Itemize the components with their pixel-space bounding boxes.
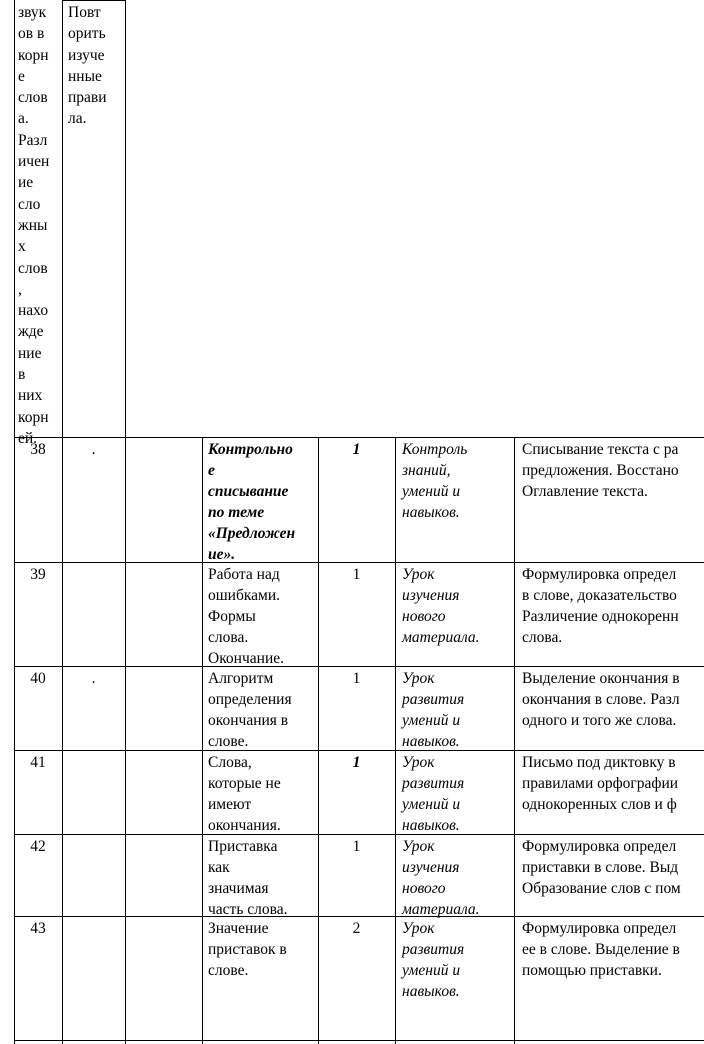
lesson-topic: Контрольно е списывание по теме «Предложен ие». (208, 441, 296, 563)
lesson-topic: Алгоритм определения окончания в слове. (208, 670, 292, 750)
lesson-date: . (91, 441, 96, 458)
lesson-number: 39 (30, 566, 46, 583)
lesson-activity: Письмо под диктовку в правилами орфографии однокоренных слов и ф (522, 754, 679, 813)
row-line (14, 916, 704, 917)
lesson-hours: 1 (352, 838, 361, 855)
lesson-date: . (91, 670, 96, 687)
lesson-number: 41 (30, 754, 46, 771)
lesson-type: Контроль знаний, умений и навыков. (402, 441, 468, 521)
row-line (14, 1040, 704, 1041)
lesson-activity: Формулировка определ в слове, доказательство Различение однокоренн слова. (522, 566, 679, 646)
row-line (14, 562, 704, 563)
lesson-type: Урок развития умений и навыков. (402, 920, 465, 1000)
lesson-hours: 2 (352, 920, 361, 937)
lesson-activity: Выделение окончания в окончания в слове. Разл одного и того же слова. (522, 670, 680, 729)
lesson-topic: Работа над ошибками. Формы слова. Окончание. (208, 566, 285, 667)
lesson-activity: Списывание текста с ра предложения. Восстано Оглавление текста. (522, 441, 679, 500)
top-row-divider-right (125, 0, 126, 437)
lesson-number: 38 (30, 441, 46, 458)
lesson-type: Урок развития умений и навыков. (402, 754, 465, 834)
lesson-activity: Формулировка определ приставки в слове. Выд Образование слов с пом (522, 838, 681, 897)
row-line (14, 750, 704, 751)
row-line (14, 834, 704, 835)
lesson-number: 42 (30, 838, 46, 855)
table-border-left (14, 0, 15, 1044)
lesson-type: Урок развития умений и навыков. (402, 670, 465, 750)
lesson-topic: Слова, которые не имеют окончания. (208, 754, 281, 834)
lesson-topic: Значение приставок в слове. (208, 920, 287, 979)
table-col-line-4 (318, 437, 319, 1044)
lesson-hours: 1 (352, 441, 361, 458)
table-col-line-6 (514, 437, 515, 1044)
table-col-line-1 (62, 437, 63, 1044)
row-line (14, 437, 704, 438)
top-row-col1-text: звук ов в корн е слов а. Разл ичен ие сло жны х слов , нахо жде ние в них корн ей. (18, 4, 50, 447)
lesson-type: Урок изучения нового материала. (402, 838, 480, 918)
lesson-number: 40 (30, 670, 46, 687)
top-row-col2-text: Повт орить изуче нные прави ла. (68, 4, 107, 128)
lesson-type: Урок изучения нового материала. (402, 566, 480, 646)
lesson-number: 43 (30, 920, 46, 937)
lesson-activity: Формулировка определ ее в слове. Выделение в помощью приставки. (522, 920, 680, 979)
top-row-divider (62, 0, 63, 437)
lesson-topic: Приставка как значимая часть слова. (208, 838, 288, 918)
row-line (14, 666, 704, 667)
lesson-hours: 1 (352, 566, 361, 583)
table-col-line-3 (202, 437, 203, 1044)
table-col-line-2 (125, 437, 126, 1044)
top-row-top-border (62, 0, 126, 1)
table-col-line-5 (395, 437, 396, 1044)
lesson-hours: 1 (352, 670, 361, 687)
lesson-hours: 1 (352, 754, 361, 771)
